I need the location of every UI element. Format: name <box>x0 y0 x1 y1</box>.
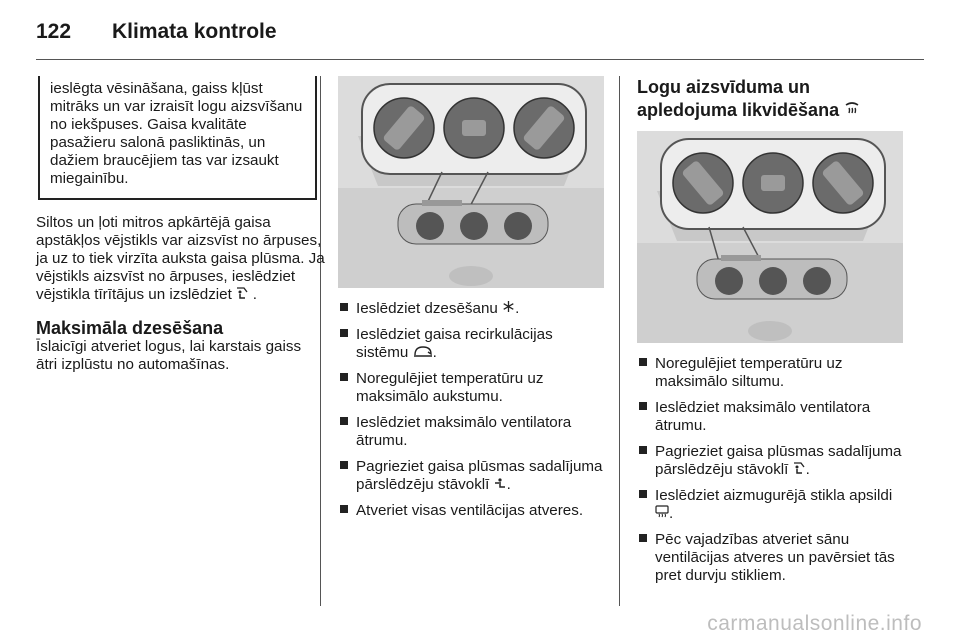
face-airflow-icon <box>494 477 507 492</box>
windscreen-feet-airflow-icon <box>236 287 253 302</box>
list-item: Noregulējiet temperatūru uz maksimālo siltumu. <box>637 355 904 391</box>
instruction-list <box>637 355 904 585</box>
page-title: Klimata kontrole <box>112 20 277 43</box>
list-item: Ieslēdziet maksimālo ventilatora ātrumu. <box>338 414 608 450</box>
climate-control-photo <box>637 131 903 343</box>
paragraph-end: . <box>252 286 257 303</box>
instruction-list <box>338 300 608 520</box>
snowflake-icon <box>502 301 515 316</box>
note-box <box>38 76 317 200</box>
column-2 <box>338 76 608 528</box>
rear-window-heating-icon <box>655 506 669 521</box>
column-divider <box>619 76 620 606</box>
section-heading: Maksimāla dzesēšana <box>36 318 224 338</box>
paragraph <box>36 214 326 304</box>
windscreen-feet-airflow-icon <box>793 462 806 477</box>
list-item: Pagrieziet gaisa plūsmas sadalījuma pārslēdzēju stāvoklī . <box>338 458 608 494</box>
climate-control-photo <box>338 76 604 288</box>
list-item: Ieslēdziet maksimālo ventilatora ātrumu. <box>637 399 904 435</box>
section-paragraph: Īslaicīgi atveriet logus, lai karstais gaiss ātri izplūstu no automašīnas. <box>36 338 302 373</box>
note-text: ieslēgta vēsināšana, gaiss kļūst mitrāks un var izraisīt logu aizsvīšanu no iekšpuses. Gaisa kvalitāte pasažieru salonā pasliktinās, un dažiem braucējiem tas var izsaukt miegainību. <box>50 80 303 187</box>
recirculation-icon <box>413 345 433 360</box>
list-item: Ieslēdziet gaisa recirkulācijas sistēmu . <box>338 326 608 362</box>
paragraph-text: Siltos un ļoti mitros apkārtējā gaisa apstākļos vējstikls var aizsvīst no ārpuses, ja uz to tiek virzīta auksta gaisa plūsma. Ja vējstikls aizsvīst no ārpuses, ieslēdziet vējstikla tīrītājus un izslēdziet <box>36 214 325 303</box>
list-item: Noregulējiet temperatūru uz maksimālo aukstumu. <box>338 370 608 406</box>
list-item: Pagrieziet gaisa plūsmas sadalījuma pārslēdzēju stāvoklī . <box>637 443 904 479</box>
list-item: Pēc vajadzības atveriet sānu ventilācijas atveres un pavērsiet tās pret durvju stikliem. <box>637 531 904 585</box>
header-rule <box>36 59 924 60</box>
page-number: 122 <box>36 20 72 43</box>
defrost-icon <box>844 100 860 120</box>
list-item: Ieslēdziet aizmugurējā stikla apsildi . <box>637 487 904 523</box>
watermark: carmanualsonline.info <box>707 612 922 635</box>
column-1 <box>36 76 326 374</box>
list-item: Atveriet visas ventilācijas atveres. <box>338 502 608 520</box>
page-header <box>36 20 277 44</box>
list-item: Ieslēdziet dzesēšanu . <box>338 300 608 318</box>
column-3 <box>637 76 904 593</box>
section-heading: Logu aizsvīduma un apledojuma likvidēšana <box>637 76 904 122</box>
